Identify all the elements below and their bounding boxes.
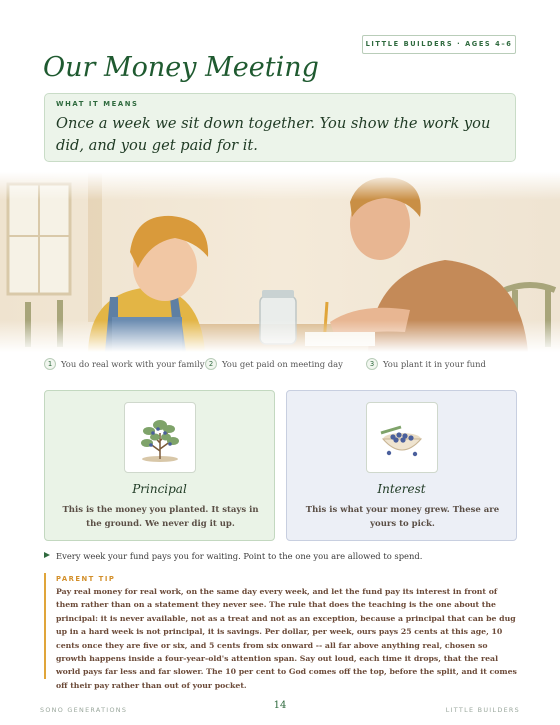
principal-title: Principal (132, 482, 187, 496)
steps-row (44, 357, 524, 371)
page-title: Our Money Meeting (43, 52, 319, 83)
father-and-child-illustration (0, 172, 560, 352)
principal-card (44, 390, 275, 541)
footnote-text: Every week your fund pays you for waiting. Point to the one you are allowed to spend. (56, 551, 423, 561)
step-label: You plant it in your fund (383, 359, 486, 369)
meaning-text: Once a week we sit down together. You show the work you did, and you get paid for it. (56, 115, 491, 154)
step-label: You get paid on meeting day (222, 359, 343, 369)
interest-text: This is what your money grew. These are yours to pick. (305, 505, 500, 529)
footer-publisher: SONO GENERATIONS (40, 706, 128, 714)
step-number: 2 (205, 358, 217, 370)
step-label: You do real work with your family (61, 359, 205, 369)
step-number: 3 (366, 358, 378, 370)
blueberry-bowl-icon (366, 402, 438, 473)
parent-tip-text: Pay real money for real work, on the same day every week, and let the fund pay its interest in front of them rather than on a statement they never see. The rule that does the teaching is the one about the principal: it is never available, not as a treat and not as an exception, because a principal that can be dug up in a hard week is not principal, it is savings. Per dollar, per week, ours pays 25 cents at this age, 10 cents once they are five or six, and 5 cents from six onward -- all far above anything real, chosen so growth happens inside a four-year-old's attention span. Say out loud, each time it drops, that the real world pays far less and far slower. The 10 per cent to God comes off the top, before the split, and it comes off their pay rather than out of your pocket. (56, 587, 517, 690)
meaning-label: WHAT IT MEANS (56, 100, 139, 108)
principal-text: This is the money you planted. It stays in the ground. We never dig it up. (62, 505, 259, 529)
footer-series: LITTLE BUILDERS (445, 706, 520, 714)
step-number: 1 (44, 358, 56, 370)
interest-card (286, 390, 517, 541)
triangle-right-icon (44, 552, 50, 558)
page-number: 14 (273, 700, 287, 711)
interest-title: Interest (377, 482, 426, 496)
audience-badge: LITTLE BUILDERS · AGES 4–6 (362, 35, 516, 54)
parent-tip (44, 573, 520, 690)
meaning-box (44, 93, 516, 162)
blueberry-bush-icon (124, 402, 196, 473)
parent-tip-label: PARENT TIP (56, 575, 116, 583)
footnote (44, 550, 524, 562)
